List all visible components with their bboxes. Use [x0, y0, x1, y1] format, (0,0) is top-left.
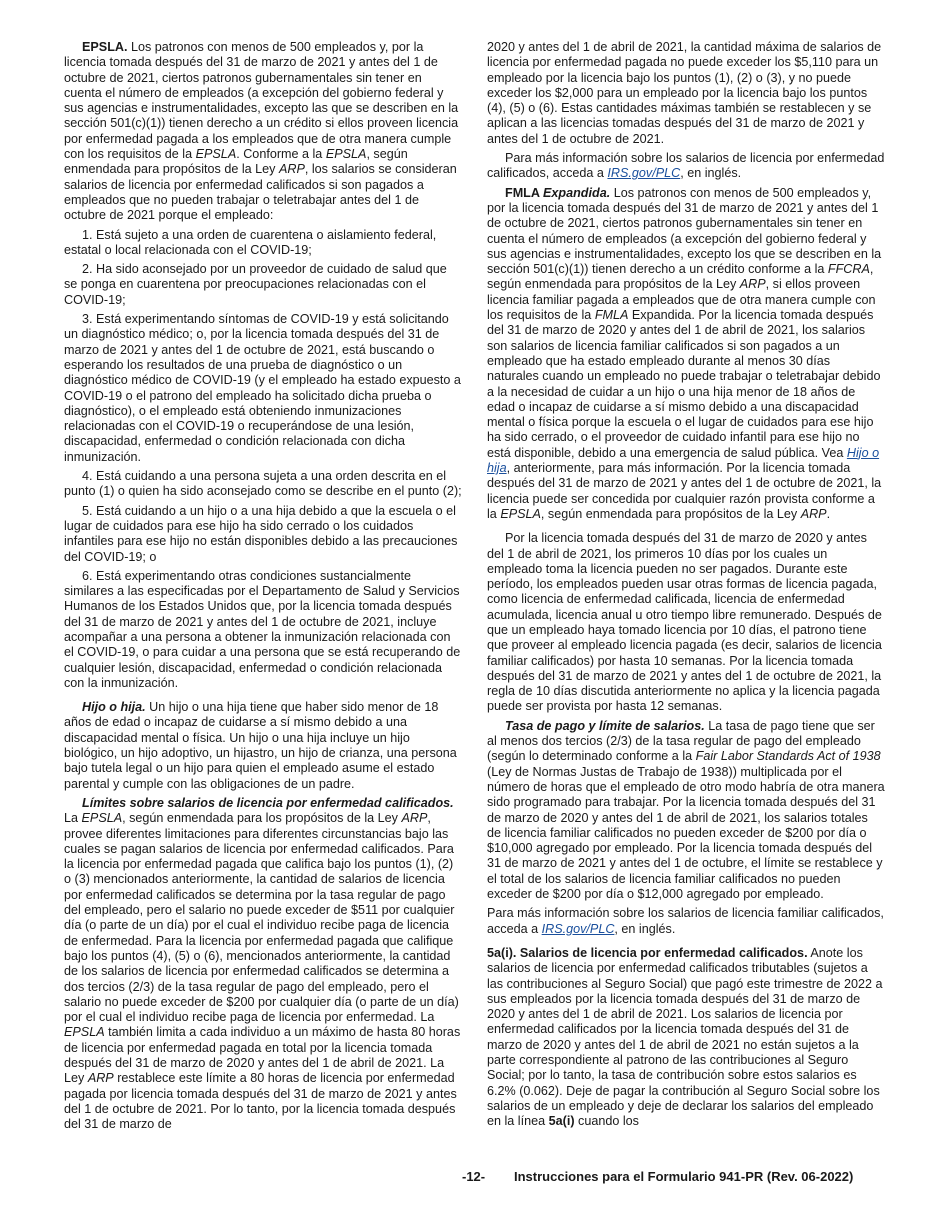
hijo-paragraph: Hijo o hija. Un hijo o una hija tiene que haber sido menor de 18 años de edad o incapaz de cuidarse a sí mismo debido a una discapacidad mental o física. Un hijo o una hija incluye un hijo biológico, un hijo adoptivo, un hijastro, un hijo de crianza, una persona bajo tutela legal o un hijo para quien el empleado asume el estado parental y cumple con las obligaciones de un padre. [64, 700, 457, 791]
list-item-1: 1. Está sujeto a una orden de cuarentena o aislamiento federal, estatal o local relacionada con el COVID-19; [64, 227, 437, 257]
list-item-6: 6. Está experimentando otras condiciones sustancialmente similares a las especificadas por el Departamento de Salud y Servicios Humanos de los Estados Unidos que, por la licencia tomada después del 31 de marzo de 2021 y antes del 1 de octubre de 2021, incluye acompañar a una persona a obtener la inmunización relacionada con el COVID-19, o para cuidar a una persona que se está recuperando de cualquier lesión, discapacidad, enfermedad o condición relacionada con la inmunización. [64, 568, 461, 690]
irs-plc-link[interactable]: IRS.gov/PLC [607, 166, 681, 181]
hijo-heading: Hijo o hija. [82, 700, 146, 715]
line-5a-paragraph: 5a(i). Salarios de licencia por enfermedad calificados. Anote los salarios de licencia por enfermedad calificados tributables (sujetos a las contribuciones al Seguro Social) que pagó este trimestre de 2022 a sus empleados por la licencia tomada después del 31 de marzo de 2020 y antes del 1 de abril de 2021. Los salarios de licencia por enfermedad calificados por la licencia tomada después del 31 de marzo de 2020 y antes del 1 de abril de 2021 no están sujetos a la parte correspondiente al patrono de las contribuciones al Seguro Social; por lo tanto, la tasa de contribución sobre estos salarios es 6.2% (0.062). Deje de pagar la contribución al Seguro Social sobre los salarios de un empleado y deje de declarar los salarios del empleado en la línea 5a(i) cuando los [487, 945, 883, 1129]
irs-plc-link-2[interactable]: IRS.gov/PLC [541, 921, 615, 936]
page-number: -12- [462, 1169, 486, 1184]
ten-days-paragraph: Por la licencia tomada después del 31 de marzo de 2020 y antes del 1 de abril de 2021, los primeros 10 días por los cuales un empleado toma la licencia pueden no ser pagados. Durante este período, los empleados pueden usar otras formas de licencia pagada, como licencia de enfermedad calificada, licencia de enfermedad acumulada, licencia anual u otro tiempo libre remunerado. Después de que un empleado haya tomado licencia por 10 días, el patrono tiene que proveer al empleado licencia pagada (es decir, salarios de licencia familiar calificados) por hasta 10 semanas. Por la licencia tomada después del 31 de marzo de 2021 y antes del 1 de octubre de 2021, la regla de 10 días discutida anteriormente no aplica y la licencia pagada puede ser provista por hasta 12 semanas. [487, 531, 882, 714]
tasa-paragraph: Tasa de pago y límite de salarios. La tasa de pago tiene que ser al menos dos tercios (2/3) de la tasa regular de pago del empleado (según lo determinado conforme a la Fair Labor Standards Act of 1938 (Ley de Normas Justas de Trabajo de 1938)) multiplicada por el número de horas que el empleado de otro modo habría de otra manera sido programado para trabajar. Por la licencia tomada después del 31 de marzo de 2020 y antes del 1 de abril de 2021, los salarios totales de licencia familiar calificados no pueden exceder de $200 por día o $10,000 agregado por empleado. Por la licencia tomada después del 31 de marzo de 2021 y antes del 1 de octubre, el límite se restablece y el total de los salarios de licencia familiar calificados no pueden exceder de $200 por día o $12,000 agregado por empleado. [487, 718, 885, 902]
fmla-paragraph: FMLA Expandida. Los patronos con menos de 500 empleados y, por la licencia tomada después del 31 de marzo de 2021 y antes del 1 de octubre de 2021, ciertos patronos gubernamentales sin tener en cuenta el número de empleados (a excepción del gobierno federal y sus agencias e instrumentalidades, excepto los que se describen en la sección 501(c)(1)) tienen derecho a un crédito conforme a la FFCRA, según enmendada para propósitos de la Ley ARP, si ellos proveen licencia familiar pagada a empleados que de otra manera cumple con los requisitos de la FMLA Expandida. Por la licencia tomada después del 31 de marzo de 2020 y antes del 1 de abril de 2021, los salarios son salarios de licencia familiar calificados si son pagados a un empleado que ha estado empleado durante al menos 30 días naturales cuando un empleado no puede trabajar o teletrabajar debido a la necesidad de cuidar a un hijo o una hija menor de 18 años de edad o incapaz de cuidarse a sí mismo debido a una discapacidad mental o física porque la escuela o el lugar de cuidados para ese hijo ha sido cerrado, o el proveedor de cuidado infantil para ese hijo no está disponible, debido a una emergencia de salud pública. Vea Hijo o hija, anteriormente, para más información. Por la licencia tomada después del 31 de marzo de 2021 y antes del 1 de octubre de 2021, la licencia puede ser concedida por cualquier razón provista conforme a la EPSLA, según enmendada para propósitos de la Ley ARP. [487, 185, 882, 521]
form-title: Instrucciones para el Formulario 941-PR (Rev. 06-2022) [514, 1169, 854, 1184]
right-column [487, 40, 885, 1133]
list-item-3: 3. Está experimentando síntomas de COVID-19 y está solicitando un diagnóstico médico; o, por la licencia tomada después del 31 de marzo de 2021 y antes del 1 de octubre de 2021, está buscando o esperando los resultados de una prueba de diagnóstico o un diagnóstico médico de COVID-19 (y el empleado ha estado expuesto a COVID-19 o el patrono del empleado ha solicitado dicha prueba o diagnóstico), o el empleado está obteniendo inmunizaciones relacionadas con el COVID-19 o recuperándose de una lesión, discapacidad, enfermedad o condición relacionada con dicha inmunización. [64, 312, 461, 464]
more-info-family-paragraph: Para más información sobre los salarios de licencia familiar calificados, acceda a IRS.gov/PLC, en inglés. [487, 906, 884, 936]
list-item-4: 4. Está cuidando a una persona sujeta a una orden descrita en el punto (1) o quien ha sido aconsejado como se describe en el punto (2); [64, 469, 462, 499]
tasa-heading: Tasa de pago y límite de salarios. [505, 718, 705, 733]
limites-paragraph: Límites sobre salarios de licencia por enfermedad calificados. La EPSLA, según enmendada para los propósitos de la Ley ARP, provee diferentes limitaciones para diferentes circunstancias bajo las cuales se pagan salarios de licencia por enfermedad calificados. Para la licencia por enfermedad pagada que califica bajo los puntos (1), (2) o (3) mencionados anteriormente, la cantidad de salarios de licencia por enfermedad calificados se determina por la tasa regular de pago del empleado, pero el salario no puede exceder de $511 por cualquier día (o parte de un día) por el cual el individuo recibe paga de licencia de enfermedad. Para la licencia por enfermedad pagada que califique bajo los puntos (4), (5) o (6), mencionados anteriormente, la cantidad de los salarios de licencia por enfermedad calificados se determina a dos tercios (2/3) de la tasa regular de pago del empleado, pero el salario no puede exceder de $200 por cualquier día (o parte de un día) por el cual el individuo recibe paga de licencia por enfermedad. La EPSLA también limita a cada individuo a un máximo de hasta 80 horas de licencia por enfermedad pagada en total por la licencia tomada después del 31 de marzo de 2020 y antes del 1 de abril de 2021. La Ley ARP restablece este límite a 80 horas de licencia por enfermedad pagada por licencia tomada después del 31 de marzo de 2021 y antes del 1 de octubre de 2021. Por lo tanto, por la licencia tomada después del 31 de marzo de [64, 795, 461, 1132]
continued-paragraph: 2020 y antes del 1 de abril de 2021, la cantidad máxima de salarios de licencia por enfermedad pagada no puede exceder los $5,110 para un empleado por la licencia bajo los puntos (1), (2) o (3), y no puede exceder los $2,000 para un empleado por la licencia bajo los puntos (4), (5) o (6). Estas cantidades máximas también se restablecen y se aplican a las licencias tomadas después del 31 de marzo de 2021 y antes del 1 de octubre de 2021. [487, 40, 882, 146]
limites-heading: Límites sobre salarios de licencia por enfermedad calificados. [82, 795, 454, 810]
list-item-2: 2. Ha sido aconsejado por un proveedor de cuidado de salud que se ponga en cuarentena por preocupaciones relacionadas con el COVID-19; [64, 262, 447, 307]
epsla-heading: EPSLA. [82, 40, 128, 54]
more-info-sick-paragraph: Para más información sobre los salarios de licencia por enfermedad calificados, acceda a IRS.gov/PLC, en inglés. [487, 151, 885, 181]
fmla-heading: FMLA [505, 185, 544, 200]
hijo-o-hija-link[interactable]: Hijo o hija [487, 445, 880, 476]
epsla-paragraph: EPSLA. Los patronos con menos de 500 empleados y, por la licencia tomada después del 31 de marzo de 2021 y antes del 1 de octubre de 2021, ciertos patronos gubernamentales sin tener en cuenta el número de empleados (a excepción del gobierno federal y sus agencias e instrumentalidades, excepto las que se describen en la sección 501(c)(1)) tienen derecho a un crédito si ellos proveen licencia por enfermedad pagada a los empleados que de otra manera cumple con los requisitos de la EPSLA. Conforme a la EPSLA, según enmendada para propósitos de la Ley ARP, los salarios se consideran salarios de licencia por enfermedad calificados si son pagados a empleados que no pueden trabajar o teletrabajar antes del 1 de octubre de 2021 porque el empleado: [64, 40, 459, 223]
line-5a-heading: 5a(i). Salarios de licencia por enfermedad calificados. [487, 945, 808, 960]
list-item-5: 5. Está cuidando a un hijo o a una hija debido a que la escuela o el lugar de cuidados para ese hijo ha sido cerrado o los cuidados infantiles para ese hijo no están disponibles debido a las precauciones del COVID-19; o [64, 503, 458, 564]
left-column [64, 40, 462, 1136]
